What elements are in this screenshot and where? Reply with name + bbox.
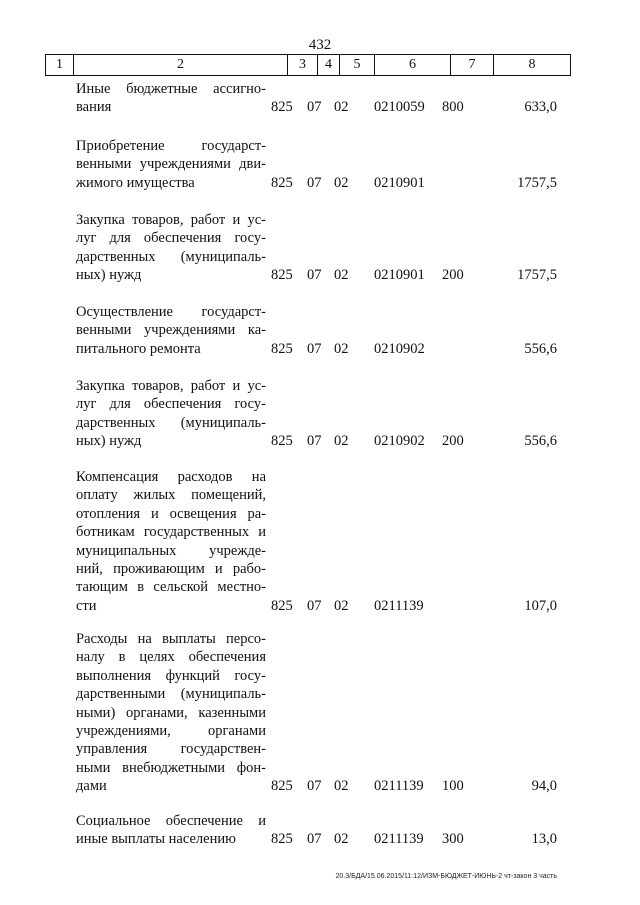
row-cell-c5: 02 [334,778,349,795]
row-name-line: дарственными (муниципаль- [76,686,266,703]
row-name-line: венными учреждениями ка- [76,322,266,339]
row-name-line: луг для обеспечения госу- [76,230,266,247]
row-cell-c8: 633,0 [524,99,557,116]
row-cell-c8: 1757,5 [517,174,557,191]
row-cell-c4: 07 [307,340,322,357]
row-cell-c4: 07 [307,831,322,848]
row-cell-c8: 94,0 [531,778,557,795]
row-cell-c4: 07 [307,99,322,116]
row-name [76,80,266,117]
row-name-line: дарственных (муниципаль- [76,248,266,265]
row-name-line: питального ремонта [76,340,201,357]
row-cell-c4: 07 [307,433,322,450]
column-header-4: 4 [318,55,340,76]
row-cell-c6: 0210902 [374,340,425,357]
row-cell-c7: 100 [442,778,464,795]
row-name [76,468,266,615]
row-cell-c8: 107,0 [524,597,557,614]
row-cell-c3: 825 [271,99,293,116]
column-header-6: 6 [375,55,451,76]
row-name [76,211,266,285]
row-name-line: налу в целях обеспечения [76,649,266,666]
row-cell-c6: 0210901 [374,174,425,191]
row-name-line: Закупка товаров, работ и ус- [76,212,266,228]
row-name-line: ными внебюджетными фон- [76,759,266,776]
row-name-line: ными) органами, казенными [76,704,266,721]
row-name [76,630,266,796]
row-cell-c8: 1757,5 [517,267,557,284]
row-cell-c3: 825 [271,340,293,357]
row-name-line: учреждениями, органами [76,723,266,740]
row-name [76,303,266,358]
row-name-line: вания [76,99,112,116]
column-header-7: 7 [451,55,494,76]
row-name-line: тающим в сельской местно- [76,579,266,596]
row-name-line: Расходы на выплаты персо- [76,631,266,647]
row-cell-c5: 02 [334,433,349,450]
row-name-line: ний, проживающим и рабо- [76,561,266,578]
row-cell-c8: 556,6 [524,340,557,357]
row-name-line: дами [76,778,107,795]
row-cell-c5: 02 [334,340,349,357]
row-cell-c3: 825 [271,174,293,191]
row-name-line: Иные бюджетные ассигно- [76,81,266,97]
row-cell-c5: 02 [334,174,349,191]
column-header-2: 2 [74,55,288,76]
row-name-line: Осуществление государст- [76,304,266,320]
row-cell-c3: 825 [271,433,293,450]
row-name-line: ботникам государственных и [76,524,266,541]
page-number: 432 [308,37,332,53]
row-cell-c6: 0210059 [374,99,425,116]
row-name [76,377,266,451]
row-cell-c5: 02 [334,597,349,614]
row-cell-c7: 200 [442,267,464,284]
row-cell-c7: 200 [442,433,464,450]
row-name-line: Приобретение государст- [76,138,266,154]
row-name [76,137,266,192]
row-name-line: выполнения функций госу- [76,667,266,684]
row-cell-c4: 07 [307,267,322,284]
row-name-line: иные выплаты населению [76,831,236,848]
row-cell-c6: 0211139 [374,597,424,614]
row-cell-c6: 0211139 [374,778,424,795]
row-name-line: луг для обеспечения госу- [76,396,266,413]
row-cell-c3: 825 [271,597,293,614]
row-cell-c6: 0210902 [374,433,425,450]
row-cell-c7: 300 [442,831,464,848]
row-cell-c5: 02 [334,99,349,116]
row-name-line: отопления и освещения ра- [76,505,266,522]
row-name [76,812,266,849]
row-cell-c5: 02 [334,267,349,284]
row-name-line: управления государствен- [76,741,266,758]
row-name-line: дарственных (муниципаль- [76,414,266,431]
row-name-line: Закупка товаров, работ и ус- [76,378,266,394]
row-name-line: муниципальных учрежде- [76,542,266,559]
column-header-3: 3 [288,55,318,76]
row-name-line: ных) нужд [76,433,142,450]
row-name-line: Социальное обеспечение и [76,813,266,829]
column-header-8: 8 [494,55,571,76]
row-cell-c5: 02 [334,831,349,848]
row-name-line: оплату жилых помещений, [76,487,266,504]
row-name-line: венными учреждениями дви- [76,156,266,173]
row-cell-c3: 825 [271,267,293,284]
row-cell-c6: 0210901 [374,267,425,284]
row-cell-c7: 800 [442,99,464,116]
row-name-line: сти [76,597,97,614]
row-cell-c3: 825 [271,778,293,795]
column-header-5: 5 [340,55,375,76]
row-cell-c8: 556,6 [524,433,557,450]
row-cell-c4: 07 [307,174,322,191]
row-cell-c3: 825 [271,831,293,848]
column-header-1: 1 [46,55,74,76]
column-header-table [45,54,571,76]
row-name-line: Компенсация расходов на [76,469,266,485]
row-name-line: жимого имущества [76,174,195,191]
footer-code: 20.3/БДА/15.06.2015/11:12/ИЗМ-БЮДЖЕТ-ИЮНЬ-2 чт-закон 3 часть [335,873,557,880]
row-cell-c6: 0211139 [374,831,424,848]
row-name-line: ных) нужд [76,267,142,284]
row-cell-c8: 13,0 [531,831,557,848]
row-cell-c4: 07 [307,778,322,795]
column-header-row [46,55,571,76]
row-cell-c4: 07 [307,597,322,614]
